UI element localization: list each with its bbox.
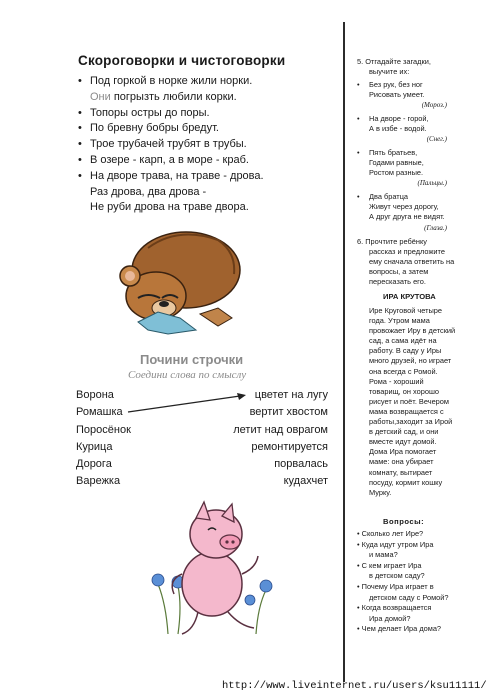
task-5-line: выучите их: [369, 67, 410, 76]
story-line: комнату, вытирает [369, 467, 433, 477]
word-right: порвалась [274, 458, 328, 470]
column-divider [343, 22, 345, 682]
footer-url: http://www.liveinternet.ru/users/ksu11111/ [222, 680, 487, 692]
task-6-line: ему сначала ответить на [369, 257, 455, 266]
story-line: посуду, кормит кошку [369, 477, 443, 487]
story-line: работы,заходит за Ирой [369, 417, 453, 427]
question-line [357, 624, 441, 634]
question-line [357, 582, 434, 592]
story-line: рисует и поёт. Вечером [369, 396, 449, 406]
list-item: • На дворе трава, на траве - дрова. [78, 169, 328, 185]
word-right: летит над оврагом [233, 424, 328, 436]
story-line: мама возвращается с [369, 406, 444, 416]
question-line [357, 529, 423, 539]
word-right: кудахчет [283, 475, 328, 487]
list-item: • По бревну бобры бредут. [78, 121, 328, 137]
story-line: года. Утром мама [369, 316, 430, 326]
bullet-icon: • [357, 529, 362, 538]
word-right: цветет на лугу [254, 389, 328, 401]
questions-title: Вопросы: [383, 517, 425, 526]
list-item: • В озере - карп, а в море - краб. [78, 153, 328, 169]
bullet-icon: • [357, 624, 362, 634]
word-left: Курица [76, 441, 113, 453]
task-6-line: 6. Прочтите ребёнку [357, 237, 427, 246]
story-line: вместе идут домой. [369, 437, 437, 447]
question-line [357, 540, 433, 550]
word-left: Поросёнок [76, 424, 131, 436]
riddle-line: А друг друга не видят. [369, 212, 445, 221]
list-item: Они погрызть любили корки. [90, 90, 237, 103]
word-right: вертит хвостом [249, 406, 328, 418]
word-left: Дорога [76, 458, 112, 470]
story-title: ИРА КРУТОВА [383, 292, 436, 301]
task-6-line: рассказ и предложите [369, 247, 445, 256]
story-line: в детский сад, и они [369, 427, 439, 437]
task-6-line: пересказать его. [369, 277, 426, 286]
riddle: • Два братца [357, 192, 409, 201]
story-line: Мурку. [369, 487, 392, 497]
question-text: Почему Ира играет в [361, 582, 434, 591]
connecting-arrow [124, 390, 254, 416]
list-item-rest: погрызть любили корки. [110, 90, 237, 103]
question-text: детском саду с Ромой? [369, 592, 449, 602]
word-right: ремонтируется [251, 441, 328, 453]
list-item: • Топоры остры до поры. [78, 106, 328, 122]
bullet-icon: • [357, 539, 362, 549]
word-left: Варежка [76, 475, 121, 487]
question-line [369, 571, 425, 581]
riddle-line: Ростом разные. [369, 168, 424, 177]
question-text: в детском саду? [369, 571, 425, 581]
bullet-icon: • [357, 603, 362, 613]
bullet-icon: • [357, 560, 362, 570]
story-body [369, 306, 455, 498]
riddle: • На дворе - горой, [357, 114, 429, 123]
riddle-line: Рисовать умеет. [369, 90, 425, 99]
list-item: • Под горкой в норке жили норки. [78, 74, 328, 90]
story-line: Дома Ира помогает [369, 447, 437, 457]
list-item: • Трое трубачей трубят в трубы. [78, 137, 328, 153]
question-text: Ира домой? [369, 613, 411, 623]
riddle-line: Живут через дорогу, [369, 202, 439, 211]
story-line: много друзей, но играет [369, 356, 452, 366]
word-left: Ромашка [76, 406, 123, 418]
word-left: Ворона [76, 389, 114, 401]
riddle: • Пять братьев, [357, 148, 418, 157]
question-line [369, 614, 410, 624]
pig-illustration [138, 494, 288, 644]
section-subtitle: Соедини слова по смыслу [128, 369, 247, 381]
list-item: Не руби дрова на траве двора. [90, 201, 249, 214]
riddle: • Без рук, без ног [357, 80, 423, 89]
story-line: работу. В саду у Иры [369, 346, 442, 356]
riddle-answer: (Глаза.) [424, 224, 447, 232]
question-text: С кем играет Ира [361, 560, 422, 570]
riddle-answer: (Мороз.) [421, 101, 447, 109]
page-title: Скороговорки и чистоговорки [78, 53, 286, 68]
question-text: Чем делает Ира дома? [361, 624, 442, 634]
question-line [369, 550, 398, 560]
task-5-line: 5. Отгадайте загадки, [357, 57, 431, 66]
question-line [369, 593, 449, 603]
bear-illustration [108, 218, 244, 338]
story-line: Рома - хороший [369, 376, 424, 386]
question-text: Сколько лет Ире? [361, 529, 424, 538]
story-line: товарищ, он хорошо [369, 386, 440, 396]
question-text: и мама? [369, 550, 398, 560]
list-item: Раз дрова, два дрова - [90, 185, 207, 198]
story-line: сад, а сама идёт на [369, 336, 437, 346]
tongue-twister-list [78, 74, 328, 216]
riddle-answer: (Снег.) [426, 135, 447, 143]
question-text: Куда идут утром Ира [361, 539, 434, 549]
question-text: Когда возвращается [361, 603, 432, 613]
riddle-answer: (Пальцы.) [417, 179, 447, 187]
story-line: маме: она убирает [369, 457, 434, 467]
question-line [357, 603, 431, 613]
bullet-icon: • [357, 582, 362, 591]
story-line: Ире Круговой четыре [369, 306, 443, 315]
task-6-line: вопросы, а затем [369, 267, 429, 276]
story-line: она всегда с Ромой. [369, 366, 438, 376]
riddle-line: Годами равные, [369, 158, 424, 167]
question-line [357, 561, 422, 571]
riddle-line: А в избе - водой. [369, 124, 427, 133]
story-line: провожает Иру в детский [369, 326, 456, 336]
section-title: Почини строчки [140, 352, 244, 367]
